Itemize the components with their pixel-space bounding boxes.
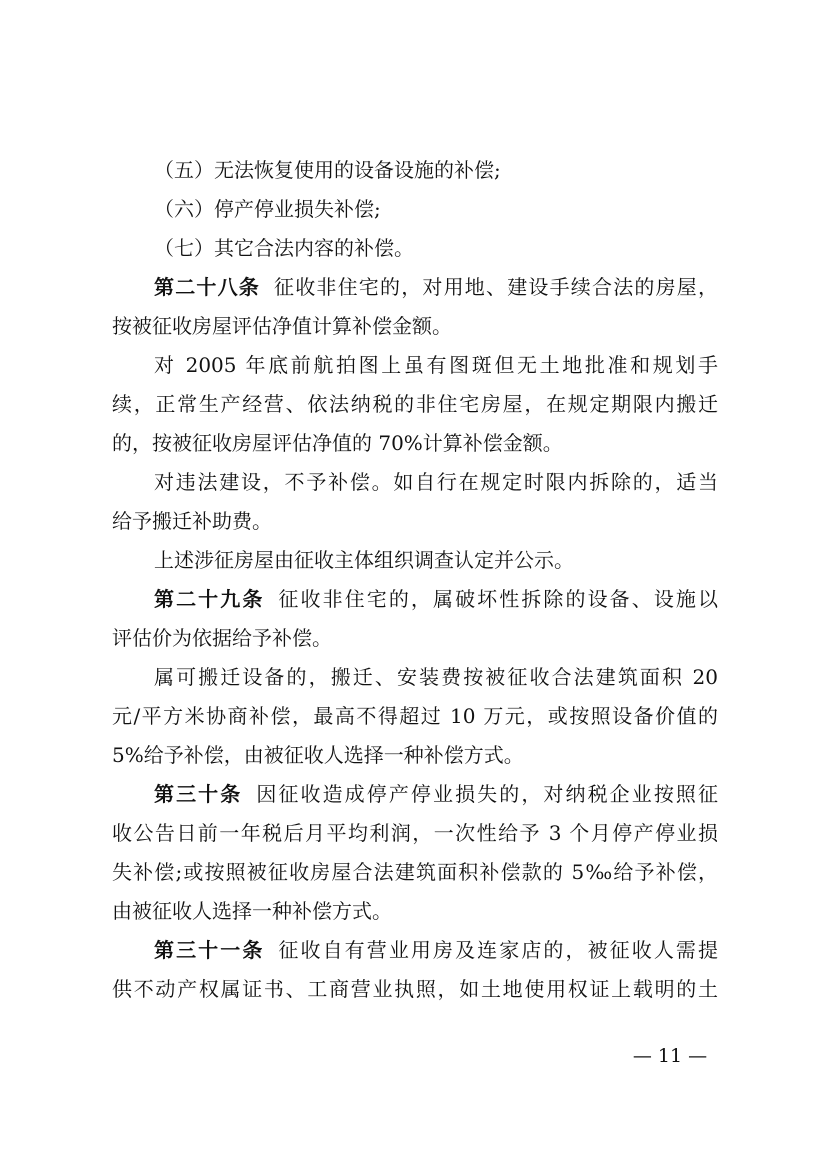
text-line: 续，正常生产经营、依法纳税的非住宅房屋，在规定期限内搬迁 bbox=[112, 392, 718, 416]
text-line: 元/平方米协商补偿，最高不得超过 10 万元，或按照设备价值的 bbox=[112, 704, 718, 728]
text-line: 5%给予补偿，由被征收人选择一种补偿方式。 bbox=[112, 743, 524, 767]
article-28-line bbox=[154, 267, 718, 307]
text-line: （五）无法恢复使用的设备设施的补偿; bbox=[154, 158, 501, 182]
text-line: 供不动产权属证书、工商营业执照，如土地使用权证上载明的土 bbox=[112, 977, 718, 1001]
article-heading: 第三十条 bbox=[154, 782, 243, 806]
article-heading: 第二十九条 bbox=[154, 587, 265, 611]
text-line: 由被征收人选择一种补偿方式。 bbox=[112, 899, 392, 923]
text-line: 给予搬迁补助费。 bbox=[112, 509, 272, 533]
text-line: 征收非住宅的，对用地、建设手续合法的房屋， bbox=[274, 275, 718, 299]
text-line: 对 2005 年底前航拍图上虽有图斑但无土地批准和规划手 bbox=[154, 353, 718, 377]
text-line: 失补偿;或按照被征收房屋合法建筑面积补偿款的 5‰给予补偿， bbox=[112, 860, 718, 884]
text-line: 对违法建设，不予补偿。如自行在规定时限内拆除的，适当 bbox=[154, 470, 718, 494]
article-30-line bbox=[154, 774, 718, 814]
text-line: （七）其它合法内容的补偿。 bbox=[154, 236, 414, 260]
text-line: 征收非住宅的，属破坏性拆除的设备、设施以 bbox=[278, 587, 719, 611]
text-line: 征收自有营业用房及连家店的，被征收人需提 bbox=[278, 938, 719, 962]
article-heading: 第二十八条 bbox=[154, 275, 260, 299]
text-line: 上述涉征房屋由征收主体组织调查认定并公示。 bbox=[154, 548, 574, 572]
text-line: （六）停产停业损失补偿; bbox=[154, 197, 381, 221]
article-29-line bbox=[154, 579, 718, 619]
page-number: — 11 — bbox=[632, 1045, 708, 1067]
text-line: 属可搬迁设备的，搬迁、安装费按被征收合法建筑面积 20 bbox=[154, 665, 718, 689]
text-line: 评估价为依据给予补偿。 bbox=[112, 626, 332, 650]
text-line: 因征收造成停产停业损失的，对纳税企业按照征 bbox=[256, 782, 719, 806]
text-line: 按被征收房屋评估净值计算补偿金额。 bbox=[112, 314, 452, 338]
text-line: 收公告日前一年税后月平均利润，一次性给予 3 个月停产停业损 bbox=[112, 821, 718, 845]
article-heading: 第三十一条 bbox=[154, 938, 265, 962]
text-line: 的，按被征收房屋评估净值的 70%计算补偿金额。 bbox=[112, 431, 563, 455]
article-31-line bbox=[154, 930, 718, 970]
